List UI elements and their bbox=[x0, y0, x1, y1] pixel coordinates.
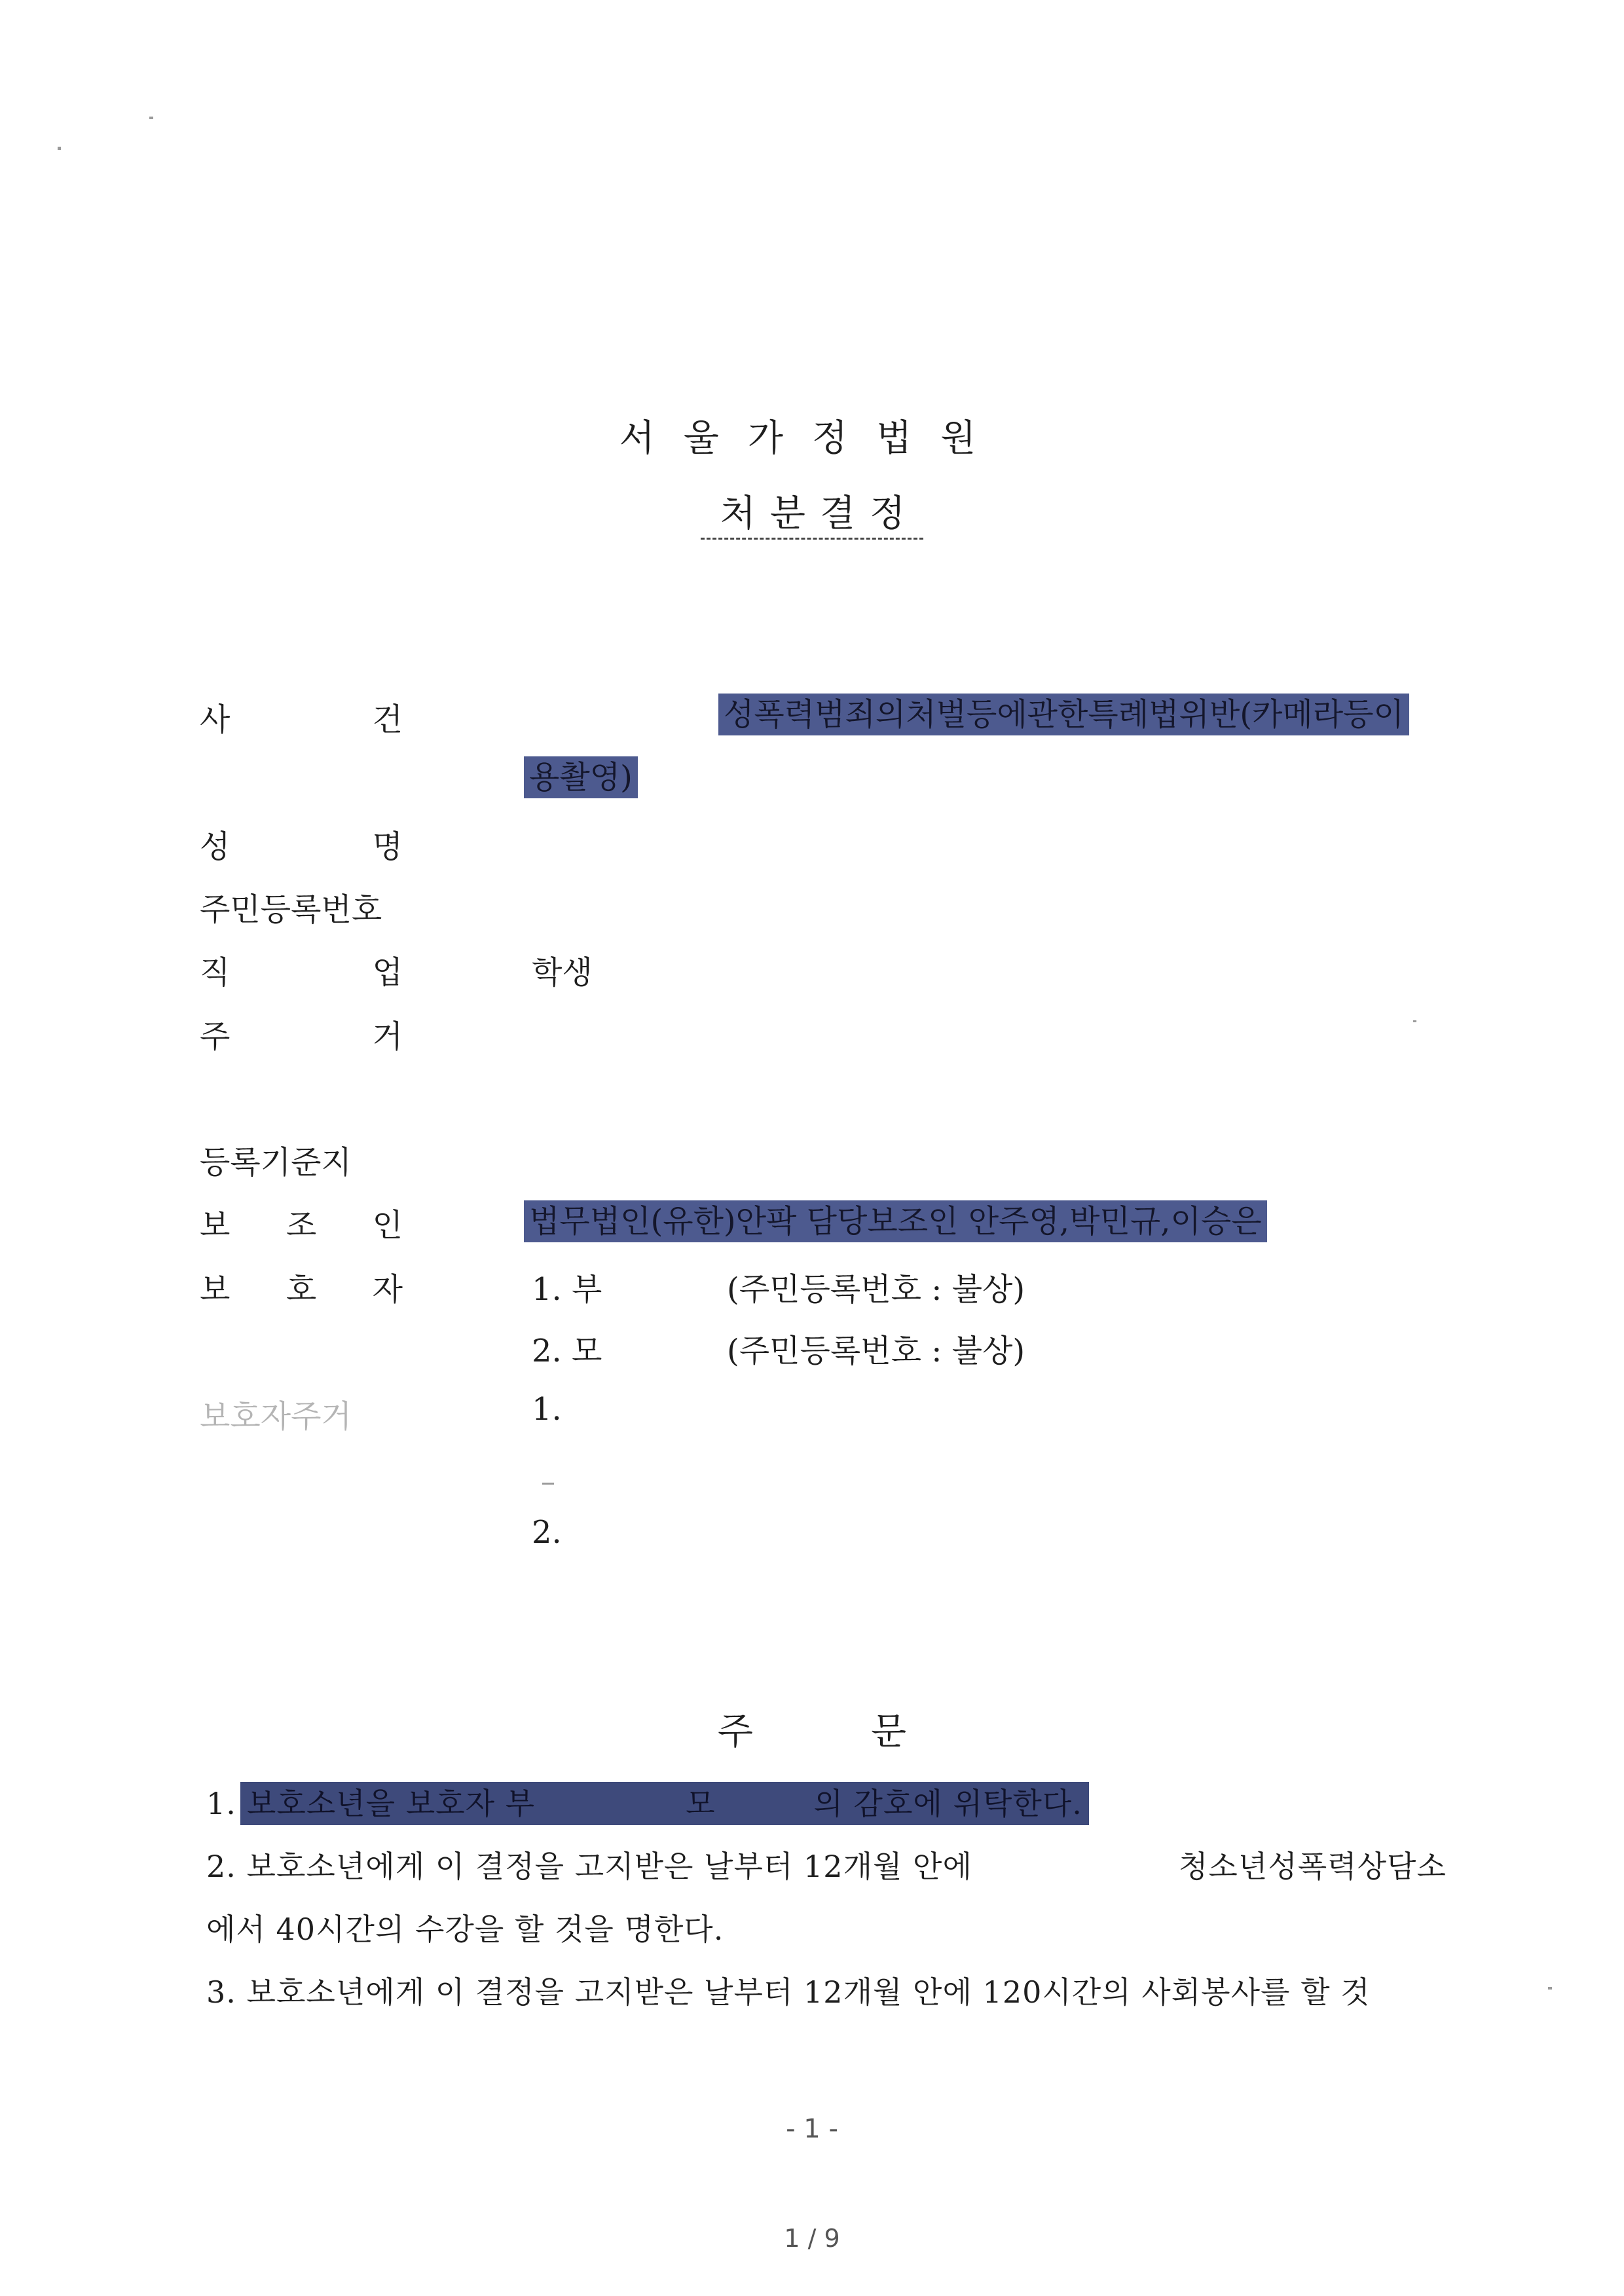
guardian-1-role: 1. 부 bbox=[532, 1271, 602, 1308]
scan-speck bbox=[58, 147, 61, 150]
guardian-2-role: 2. 모 bbox=[532, 1333, 602, 1369]
order-item-1: 1. 보호소년을 보호자 부 모 의 감호에 위탁한다. bbox=[206, 1780, 1089, 1823]
page-number: - 1 - bbox=[786, 2114, 838, 2144]
rrn-label: 주민등록번호 bbox=[200, 891, 382, 928]
document-title bbox=[0, 485, 1624, 537]
guardian-2-rrn: (주민등록번호 : 불상) bbox=[727, 1333, 1025, 1369]
address-label: 주 거 bbox=[200, 1018, 403, 1055]
order-item-2-line1: 2. 보호소년에게 이 결정을 고지받은 날부터 12개월 안에 bbox=[206, 1849, 972, 1884]
scan-speck bbox=[149, 117, 153, 119]
guardian-label: 보 호 자 bbox=[200, 1271, 403, 1308]
guardian-1-rrn: (주민등록번호 : 불상) bbox=[727, 1271, 1025, 1308]
job-value: 학생 bbox=[532, 954, 593, 991]
order-item-2-line2: 에서 40시간의 수강을 할 것을 명한다. bbox=[206, 1912, 724, 1947]
assistant-value: 법무법인(유한)안팍 담당보조인 안주영,박민규,이승은 bbox=[524, 1196, 1267, 1241]
registration-label: 등록기준지 bbox=[200, 1144, 352, 1181]
guardian-address-1: 1. bbox=[532, 1391, 562, 1428]
case-value-line2: 용촬영) bbox=[524, 752, 638, 797]
case-value-line1: 성폭력범죄의처벌등에관한특례법위반(카메라등이 bbox=[718, 689, 1409, 734]
job-label: 직 업 bbox=[200, 954, 403, 991]
scan-speck bbox=[542, 1483, 554, 1485]
guardian-address-label: 보호자주거 bbox=[200, 1398, 352, 1435]
order-item-3-line1: 3. 보호소년에게 이 결정을 고지받은 날부터 12개월 안에 120시간의 사회봉사를 할 것 bbox=[206, 1974, 1371, 2010]
order-item-2-center: 청소년성폭력상담소 bbox=[1179, 1849, 1447, 1884]
name-label: 성 명 bbox=[200, 828, 403, 865]
guardian-address-2: 2. bbox=[532, 1514, 562, 1551]
assistant-label: 보 조 인 bbox=[200, 1207, 403, 1244]
scan-speck bbox=[1548, 1987, 1552, 1990]
scan-speck bbox=[1413, 1020, 1416, 1022]
page-indicator: 1 / 9 bbox=[784, 2224, 840, 2253]
document-title-text: 처분결정 bbox=[701, 492, 923, 540]
case-label: 사 건 bbox=[200, 701, 403, 738]
court-name: 서울가정법원 bbox=[619, 417, 1005, 460]
order-heading: 주 문 bbox=[717, 1711, 907, 1753]
